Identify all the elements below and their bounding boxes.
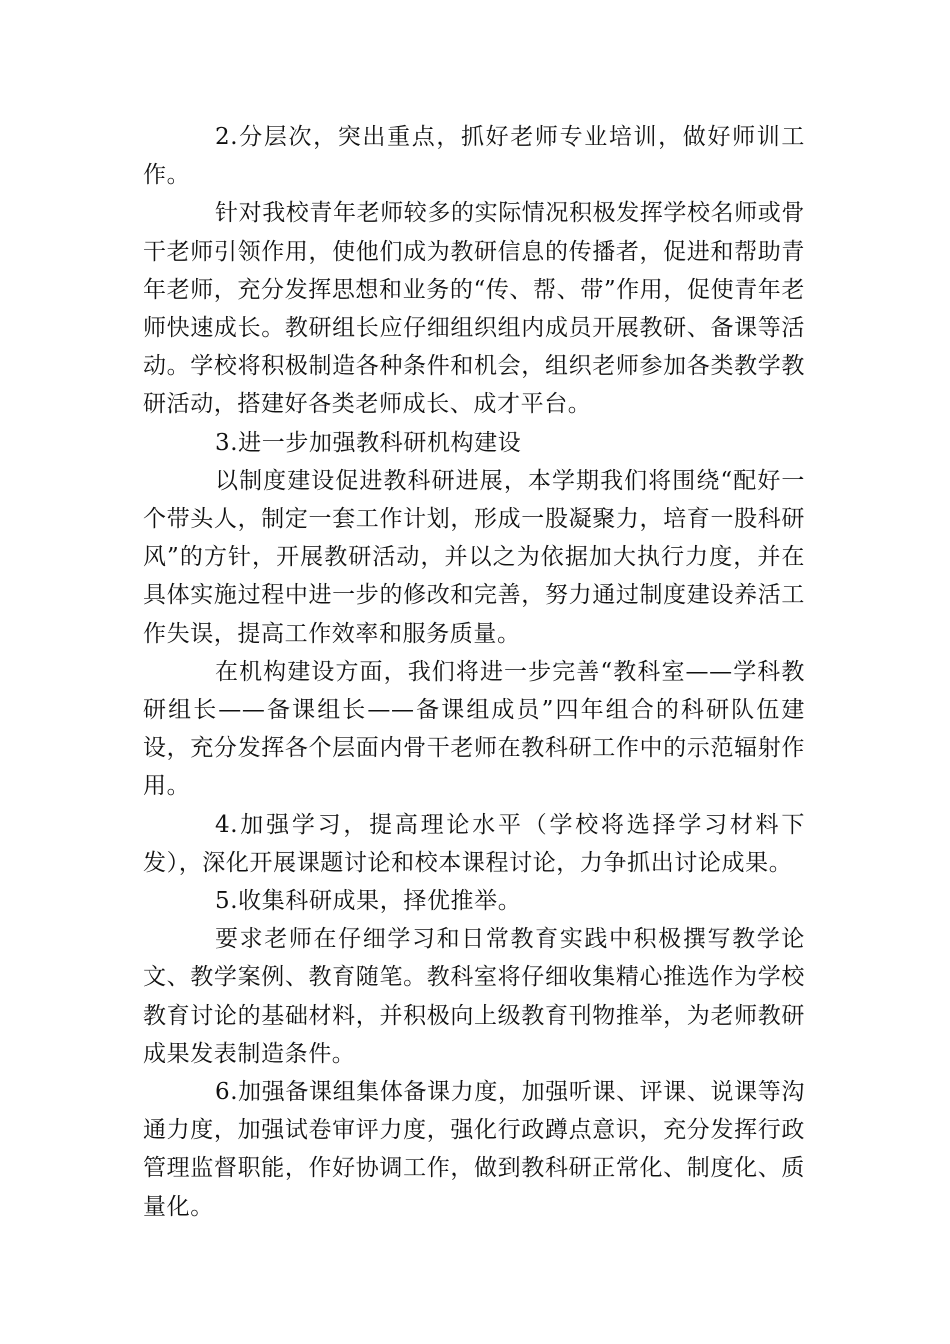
paragraph-writing-requirements: 要求老师在仔细学习和日常教育实践中积极撰写教学论文、教学案例、教育随笔。教科室将仔细收集精心推选作为学校教育讨论的基础材料，并积极向上级教育刊物推举，为老师教研成果发表制造条件。 xyxy=(143,926,805,1067)
paragraph-young-teachers: 针对我校青年老师较多的实际情况积极发挥学校名师或骨干老师引领作用，使他们成为教研信息的传播者，促进和帮助青年老师，充分发挥思想和业务的“传、帮、带”作用，促使青年老师快速成长。教研组长应仔细组织组内成员开展教研、备课等活动。学校将积极制造各种条件和机会，组织老师参加各类教学教研活动，搭建好各类老师成长、成才平台。 xyxy=(143,200,805,418)
document-body xyxy=(143,118,805,1226)
paragraph-system-construction: 以制度建设促进教科研进展，本学期我们将围绕“配好一个带头人，制定一套工作计划，形成一股凝聚力，培育一股科研风”的方针，开展教研活动，并以之为依据加大执行力度，并在具体实施过程中进一步的修改和完善，努力通过制度建设养活工作失误，提高工作效率和服务质量。 xyxy=(143,467,805,647)
paragraph-study-theory: 4.加强学习，提高理论水平（学校将选择学习材料下发），深化开展课题讨论和校本课程讨论，力争抓出讨论成果。 xyxy=(143,811,805,876)
paragraph-research-organization-heading: 3.进一步加强教科研机构建设 xyxy=(215,429,522,456)
paragraph-collect-results-heading: 5.收集科研成果，择优推举。 xyxy=(215,888,522,915)
paragraph-organization-construction: 在机构建设方面，我们将进一步完善“教科室——学科教研组长——备课组长——备课组成员”四年组合的科研队伍建设，充分发挥各个层面内骨干老师在教科研工作中的示范辐射作用。 xyxy=(143,658,805,800)
paragraph-lesson-prep: 6.加强备课组集体备课力度，加强听课、评课、说课等沟通力度，加强试卷审评力度，强化行政蹲点意识，充分发挥行政管理监督职能，作好协调工作，做到教科研正常化、制度化、质量化。 xyxy=(143,1079,805,1220)
paragraph-teacher-training-heading: 2.分层次，突出重点，抓好老师专业培训，做好师训工作。 xyxy=(143,124,805,189)
